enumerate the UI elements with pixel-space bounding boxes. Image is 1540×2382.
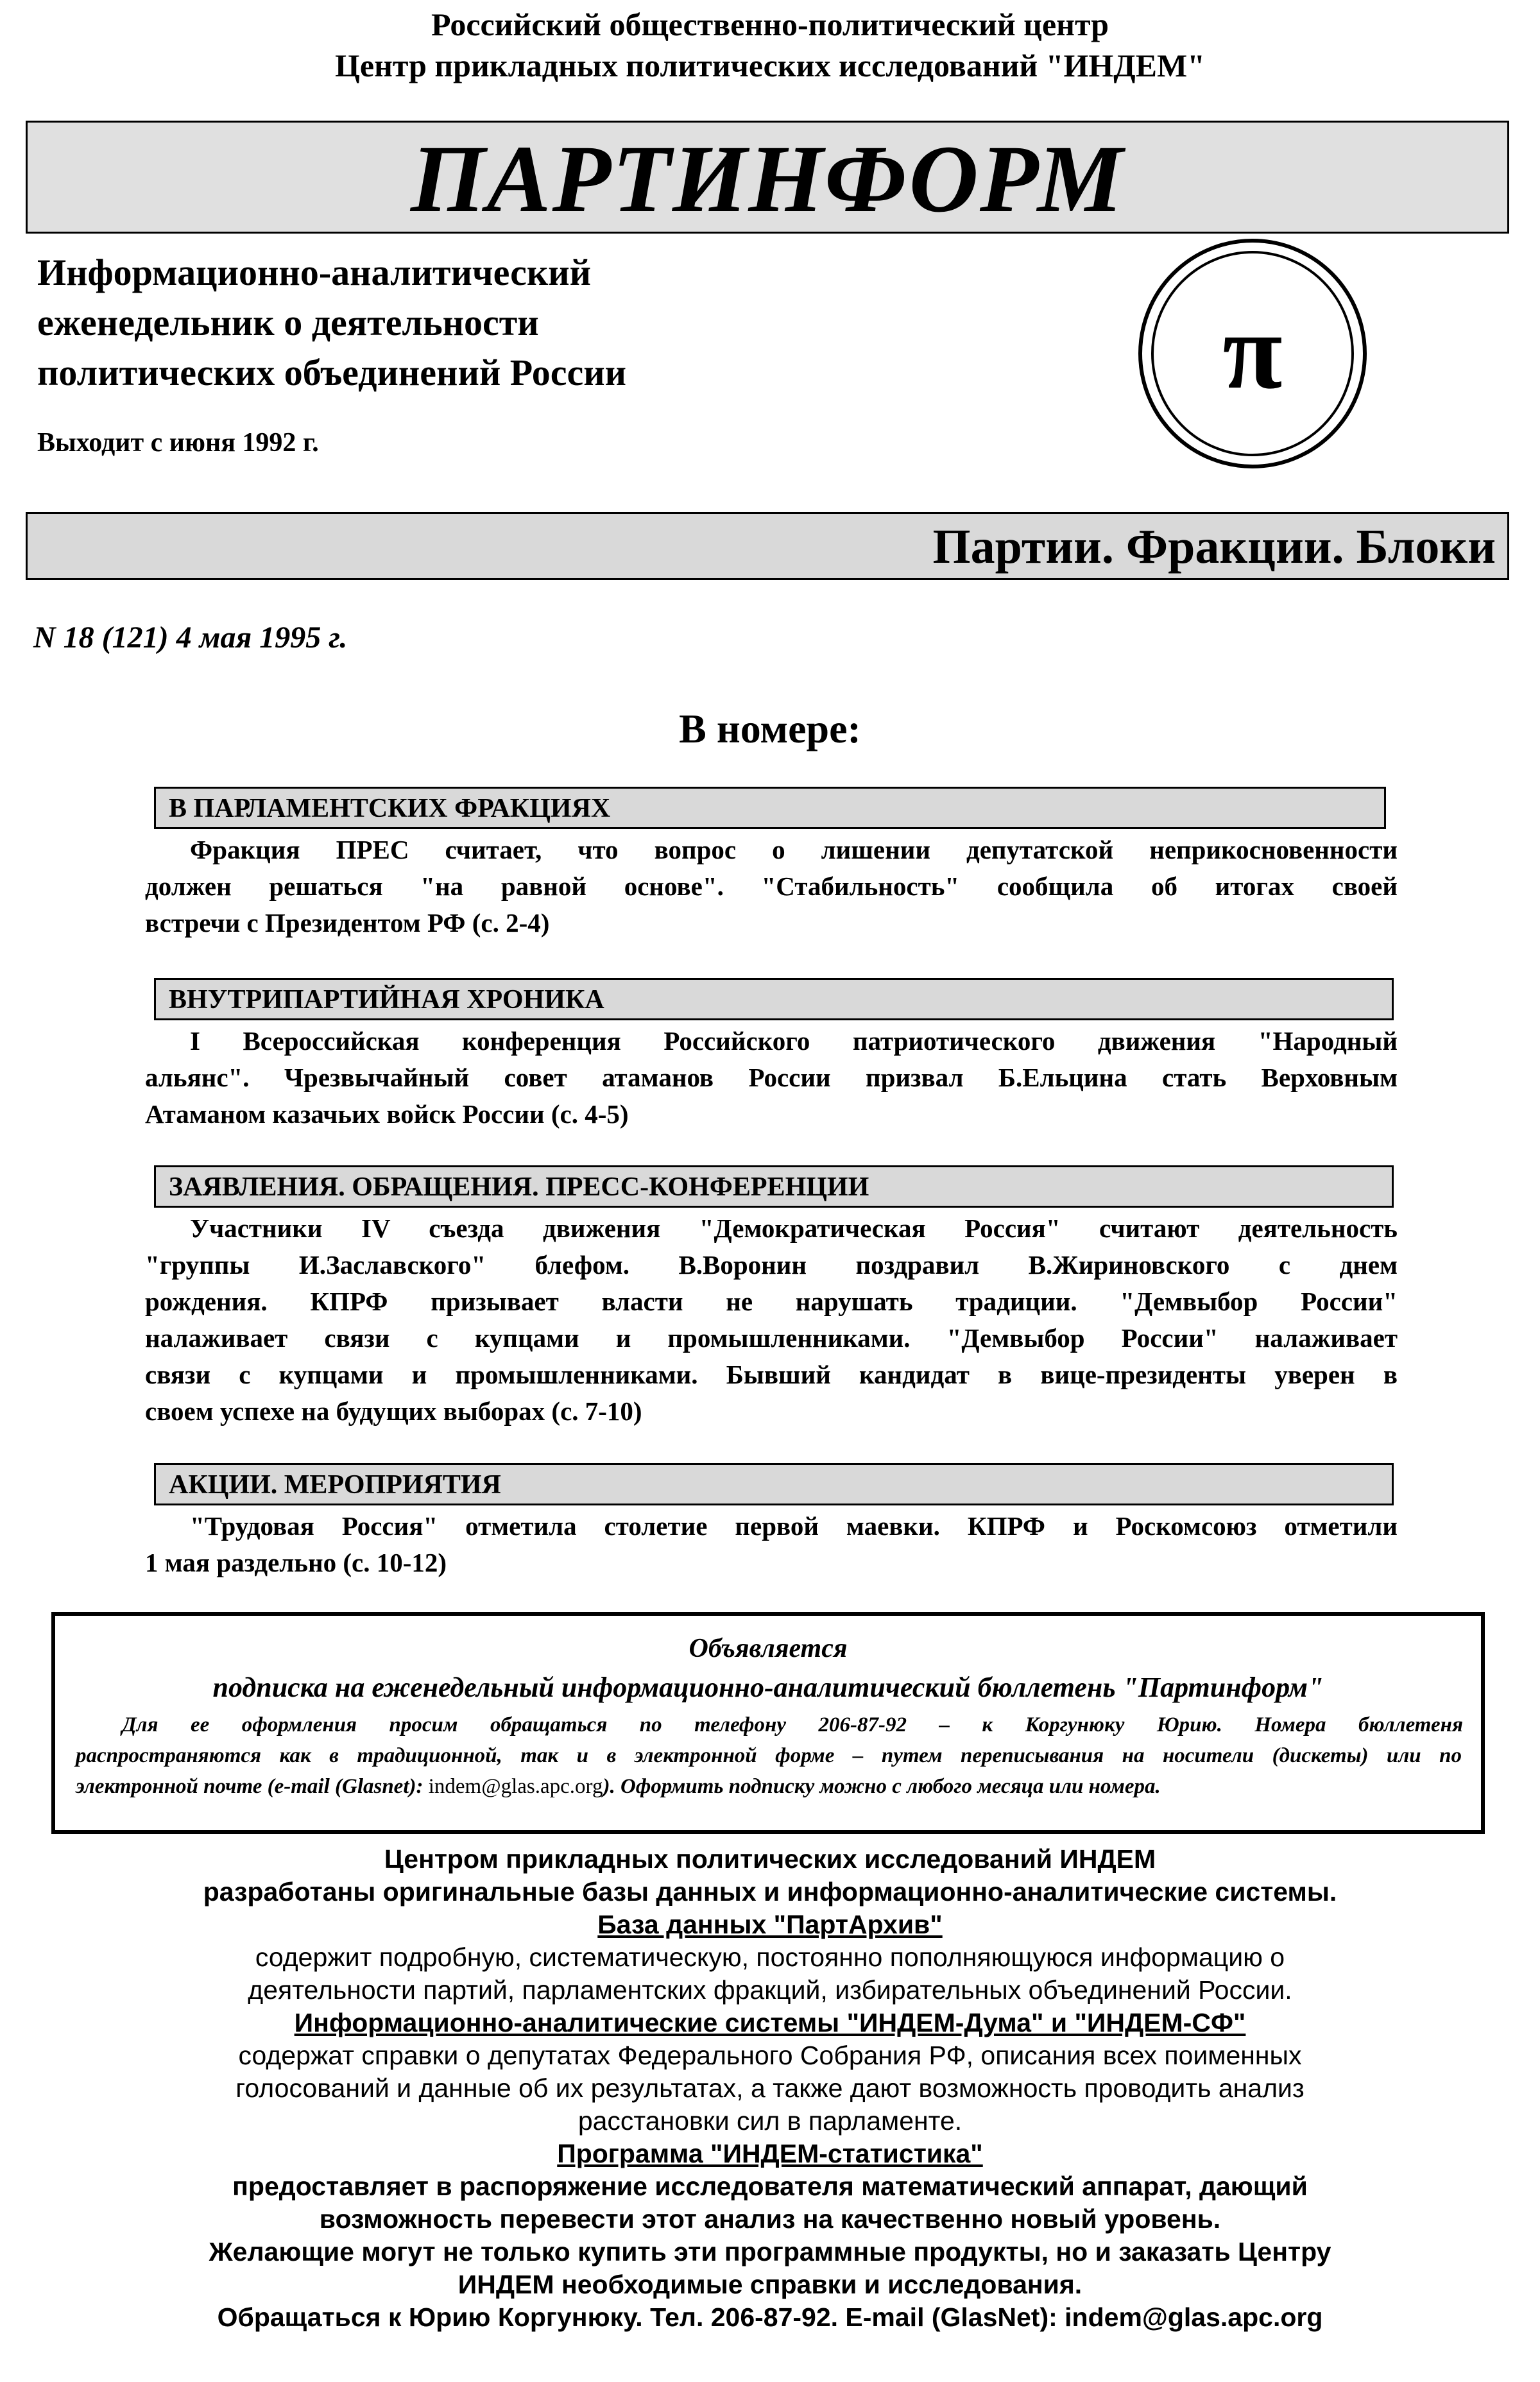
pi-symbol: π: [1222, 291, 1283, 411]
summary-line: I Всероссийская конференция Российского патриотического движения "Народный: [190, 1026, 1398, 1056]
product-name: Программа "ИНДЕМ-статистика": [557, 2139, 983, 2168]
footer-line: деятельности партий, парламентских фракций, избирательных объединений России.: [248, 1975, 1292, 2005]
footer-line: разработаны оригинальные базы данных и информационно-аналитические системы.: [203, 1877, 1337, 1906]
footer-line: предоставляет в распоряжение исследователя математический аппарат, дающий: [232, 2172, 1308, 2201]
rubric-banner: [26, 512, 1509, 580]
subscription-title: подписка на еженедельный информационно-аналитический бюллетень "Партинформ": [212, 1672, 1324, 1703]
footer-line: Желающие могут не только купить эти программные продукты, но и заказать Центру: [209, 2237, 1331, 2266]
summary-line: альянс". Чрезвычайный совет атаманов России призвал Б.Ельцина стать Верховным: [145, 1063, 1398, 1092]
footer-line: содержит подробную, систематическую, постоянно пополняющуюся информацию о: [255, 1942, 1285, 1972]
subtitle-line-2: еженедельник о деятельности: [37, 302, 539, 343]
footer-line: Центром прикладных политических исследований ИНДЕМ: [384, 1844, 1156, 1874]
summary-line: Атаманом казачьих войск России (с. 4-5): [145, 1099, 629, 1129]
section-summary: [145, 1023, 1398, 1133]
summary-line: Фракция ПРЕС считает, что вопрос о лишении депутатской неприкосновенности: [190, 835, 1398, 864]
section-summary: [145, 832, 1398, 941]
rubric-title: Партии. Фракции. Блоки: [932, 520, 1496, 574]
section-header: [154, 978, 1394, 1020]
footer-line: голосований и данные об их результатах, а также дают возможность проводить анализ: [235, 2073, 1305, 2103]
issue-number: N 18 (121) 4 мая 1995 г.: [33, 621, 348, 655]
org-name-line2: Центр прикладных политических исследований "ИНДЕМ": [335, 47, 1205, 83]
contents-heading: В номере:: [679, 706, 861, 751]
summary-line: 1 мая раздельно (с. 10-12): [145, 1548, 447, 1577]
summary-line: Участники IV съезда движения "Демократическая Россия" считают деятельность: [190, 1213, 1398, 1243]
summary-line: "Трудовая Россия" отметила столетие первой маевки. КПРФ и Роскомсоюз отметили: [190, 1511, 1398, 1541]
footer-product-heading: [0, 2007, 1540, 2039]
footer-product-heading: [0, 2138, 1540, 2170]
subscription-text-line: [76, 1771, 1462, 1802]
summary-line: рождения. КПРФ призывает власти не нарушать традиции. "Демвыбор России": [145, 1287, 1398, 1316]
footer-line: содержат справки о депутатах Федерального Собрания РФ, описания всех поименных: [238, 2041, 1302, 2070]
summary-line: "группы И.Заславского" блефом. В.Воронин поздравил В.Жириновского с днем: [145, 1250, 1398, 1280]
subscription-text-line: Для ее оформления просим обращаться по телефону 206-87-92 – к Коргунюку Юрию. Номера бюллетеня: [122, 1713, 1463, 1736]
product-name: База данных "ПартАрхив": [597, 1910, 943, 1939]
masthead-title: ПАРТИНФОРМ: [410, 126, 1125, 232]
subscription-heading: Объявляется: [689, 1634, 848, 1663]
subscription-text-part: электронной почте (e-mail (Glasnet):: [76, 1775, 429, 1798]
summary-line: встречи с Президентом РФ (с. 2-4): [145, 908, 550, 938]
footer-line: ИНДЕМ необходимые справки и исследования.: [458, 2270, 1082, 2299]
section-title: ВНУТРИПАРТИЙНАЯ ХРОНИКА: [169, 985, 604, 1015]
footer-contact-line: Обращаться к Юрию Коргунюку. Тел. 206-87-92. E-mail (GlasNet): indem@glas.apc.org: [217, 2302, 1323, 2332]
org-name-line1: Российский общественно-политический центр: [431, 6, 1109, 42]
subtitle-line-1: Информационно-аналитический: [37, 252, 592, 293]
section-title: В ПАРЛАМЕНТСКИХ ФРАКЦИЯХ: [169, 794, 611, 823]
subscription-text-line: распространяются как в традиционной, так и в электронной форме – путем переписывания на носители (дискеты) или по: [76, 1744, 1462, 1767]
pi-logo: [1134, 235, 1371, 472]
summary-line: связи с купцами и промышленниками. Бывший кандидат в вице-президенты уверен в: [145, 1360, 1398, 1389]
summary-line: должен решаться "на равной основе". "Стабильность" сообщила об итогах своей: [145, 871, 1398, 901]
section-title: ЗАЯВЛЕНИЯ. ОБРАЩЕНИЯ. ПРЕСС-КОНФЕРЕНЦИИ: [169, 1172, 869, 1202]
subscription-email-link[interactable]: indem@glas.apc.org: [428, 1775, 603, 1798]
masthead-banner: [26, 121, 1509, 234]
published-since: Выходит с июня 1992 г.: [37, 428, 319, 458]
footer-product-heading: [0, 1908, 1540, 1941]
section-header: [154, 787, 1386, 829]
footer-line: расстановки сил в парламенте.: [578, 2106, 963, 2136]
footer-line: возможность перевести этот анализ на качественно новый уровень.: [319, 2204, 1221, 2234]
section-header: [154, 1165, 1394, 1208]
product-name: Информационно-аналитические системы "ИНДЕМ-Дума" и "ИНДЕМ-СФ": [294, 2008, 1246, 2037]
section-title: АКЦИИ. МЕРОПРИЯТИЯ: [169, 1470, 501, 1500]
summary-line: налаживает связи с купцами и промышленниками. "Демвыбор России" налаживает: [145, 1323, 1398, 1353]
section-summary: [145, 1210, 1398, 1430]
subtitle-line-3: политических объединений России: [37, 352, 627, 393]
section-summary: [145, 1508, 1398, 1581]
section-header: [154, 1463, 1394, 1505]
summary-line: своем успехе на будущих выборах (с. 7-10): [145, 1396, 642, 1426]
subscription-text-part: ). Оформить подписку можно с любого месяца или номера.: [603, 1775, 1161, 1798]
